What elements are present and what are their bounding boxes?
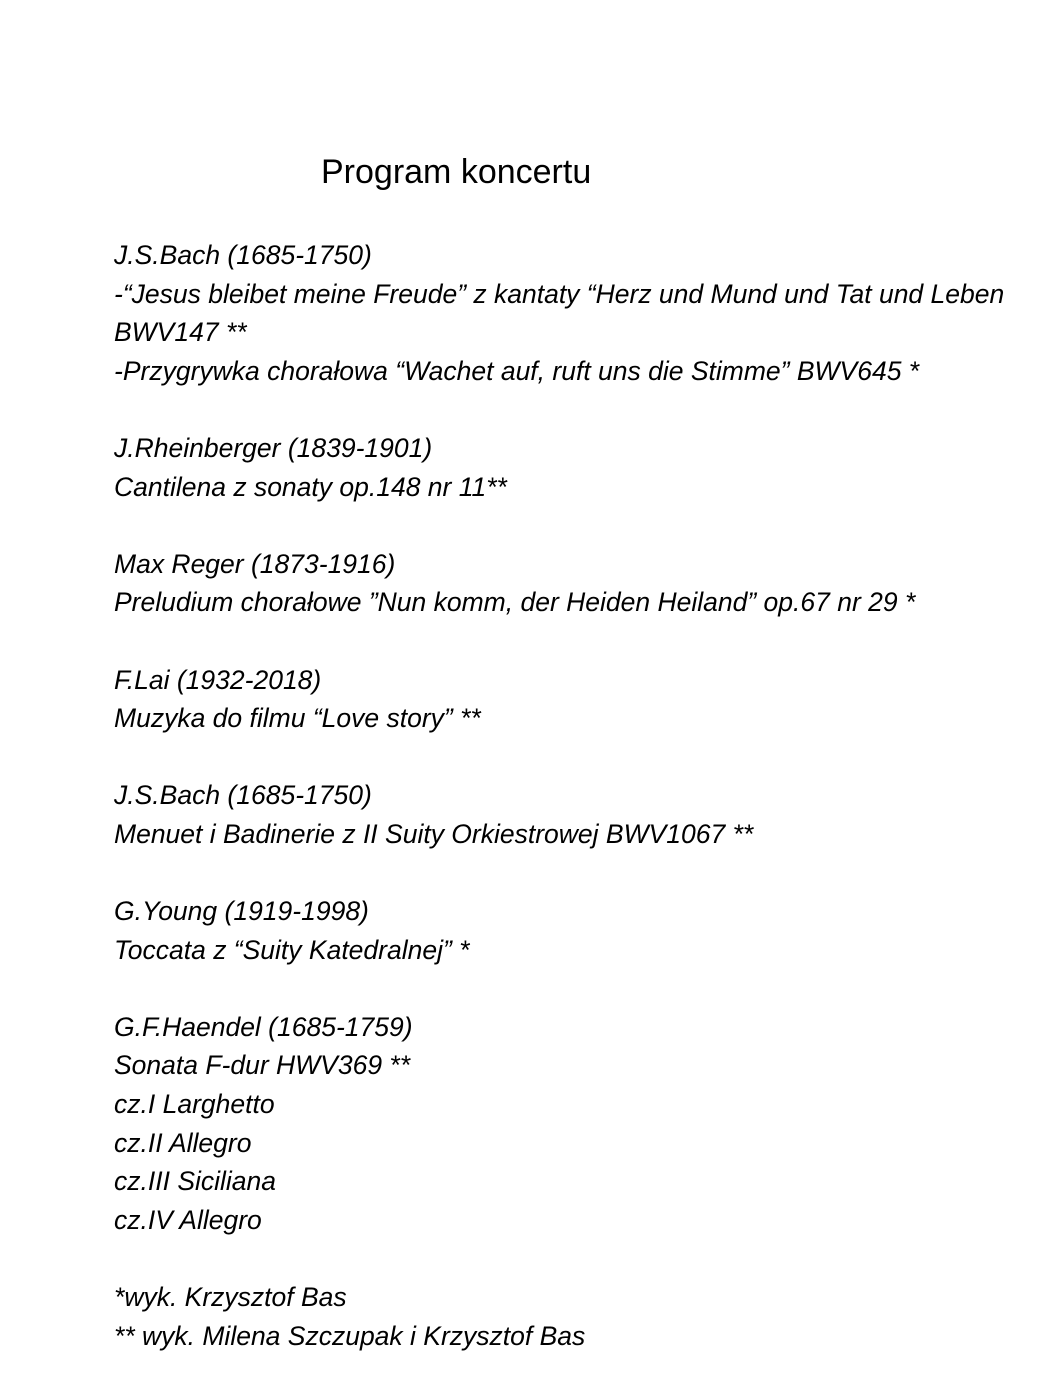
program-entry-lai xyxy=(114,661,1024,738)
work-title: Menuet i Badinerie z II Suity Orkiestrowej BWV1067 ** xyxy=(114,818,754,849)
program-entry-bach-1 xyxy=(114,236,1024,390)
work-title: -“Jesus bleibet meine Freude” z kantaty “Herz und Mund und Tat und Leben BWV147 ** xyxy=(114,278,1005,348)
program-entry-rheinberger xyxy=(114,429,1024,506)
work-title: -Przygrywka chorałowa “Wachet auf, ruft uns die Stimme” BWV645 * xyxy=(114,355,920,386)
composer-name: G.F.Haendel (1685-1759) xyxy=(114,1011,413,1042)
work-title: Sonata F-dur HWV369 ** xyxy=(114,1050,411,1081)
composer-name: J.Rheinberger (1839-1901) xyxy=(114,432,433,463)
program-entry-young xyxy=(114,892,1024,969)
performer-notes xyxy=(114,1278,1024,1355)
performer-note: *wyk. Krzysztof Bas xyxy=(114,1282,347,1313)
composer-name: Max Reger (1873-1916) xyxy=(114,548,396,579)
program-entry-haendel xyxy=(114,1008,1024,1240)
movement-title: cz.IV Allegro xyxy=(114,1204,262,1235)
page-title: Program koncertu xyxy=(321,153,592,191)
work-title: Muzyka do filmu “Love story” ** xyxy=(114,703,481,734)
program-list xyxy=(114,236,1024,1355)
program-entry-bach-2 xyxy=(114,776,1024,853)
movement-title: cz.II Allegro xyxy=(114,1127,252,1158)
movement-title: cz.III Siciliana xyxy=(114,1166,277,1197)
movement-title: cz.I Larghetto xyxy=(114,1089,275,1120)
composer-name: F.Lai (1932-2018) xyxy=(114,664,322,695)
work-title: Preludium chorałowe ”Nun komm, der Heiden Heiland” op.67 nr 29 * xyxy=(114,587,916,618)
composer-name: J.S.Bach (1685-1750) xyxy=(114,240,372,270)
performer-note: ** wyk. Milena Szczupak i Krzysztof Bas xyxy=(114,1320,586,1351)
work-title: Cantilena z sonaty op.148 nr 11** xyxy=(114,471,507,502)
program-entry-reger xyxy=(114,545,1024,622)
work-title: Toccata z “Suity Katedralnej” * xyxy=(114,934,470,965)
composer-name: G.Young (1919-1998) xyxy=(114,896,369,927)
composer-name: J.S.Bach (1685-1750) xyxy=(114,780,372,811)
